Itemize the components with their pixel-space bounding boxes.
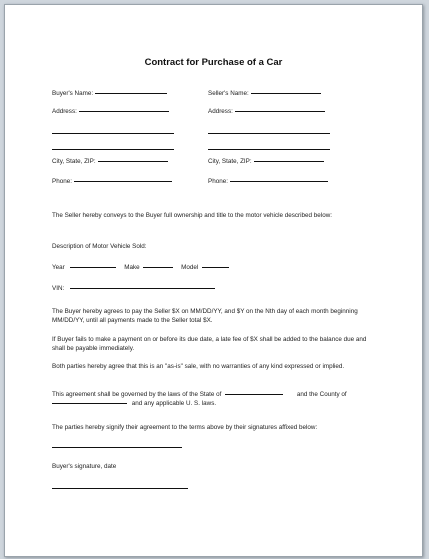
- buyer-phone-line[interactable]: [74, 181, 172, 182]
- seller-phone-field: [208, 178, 328, 186]
- model-label: Model: [181, 264, 199, 271]
- governing-law-paragraph: [52, 390, 377, 408]
- buyer-address-line-3[interactable]: [52, 149, 174, 150]
- state-line[interactable]: [225, 394, 283, 395]
- seller-name-line[interactable]: [251, 93, 321, 94]
- seller-phone-label: Phone:: [208, 178, 228, 185]
- buyer-address-label: Address:: [52, 108, 77, 115]
- description-heading: Description of Motor Vehicle Sold:: [52, 243, 147, 250]
- year-line[interactable]: [70, 267, 116, 268]
- contract-page: [4, 4, 423, 557]
- buyer-city-field: [52, 158, 168, 166]
- seller-address-field: [208, 108, 325, 116]
- governing-law-text-2: and the County of: [296, 391, 347, 398]
- county-line[interactable]: [52, 403, 127, 404]
- year-label: Year: [52, 264, 65, 271]
- seller-address-line-3[interactable]: [208, 149, 330, 150]
- buyer-city-label: City, State, ZIP:: [52, 158, 96, 165]
- buyer-name-label: Buyer's Name:: [52, 90, 94, 97]
- buyer-city-line[interactable]: [98, 161, 168, 162]
- make-line[interactable]: [143, 267, 173, 268]
- seller-phone-line[interactable]: [230, 181, 328, 182]
- governing-law-text-3: and any applicable U. S. laws.: [131, 400, 217, 407]
- signify-paragraph: The parties hereby signify their agreement to the terms above by their signatures affixed below:: [52, 424, 318, 431]
- seller-name-field: [208, 90, 321, 98]
- make-label: Make: [124, 264, 140, 271]
- seller-signature-line[interactable]: [52, 447, 182, 448]
- buyer-phone-label: Phone:: [52, 178, 72, 185]
- late-fee-paragraph: If Buyer fails to make a payment on or before its due date, a late fee of $X shall be added to the balance due and shall be payable immediately.: [52, 336, 367, 352]
- seller-address-line-2[interactable]: [208, 133, 330, 134]
- buyer-address-line-2[interactable]: [52, 133, 174, 134]
- seller-address-line-1[interactable]: [235, 111, 325, 112]
- buyer-phone-field: [52, 178, 172, 186]
- seller-address-label: Address:: [208, 108, 233, 115]
- conveys-paragraph: The Seller hereby conveys to the Buyer full ownership and title to the motor vehicle described below:: [52, 212, 333, 219]
- seller-city-line[interactable]: [254, 161, 324, 162]
- buyer-name-field: [52, 90, 167, 98]
- governing-law-text-1: This agreement shall be governed by the laws of the State of: [52, 391, 222, 398]
- buyer-address-line-1[interactable]: [79, 111, 169, 112]
- page-title: Contract for Purchase of a Car: [144, 57, 283, 68]
- model-line[interactable]: [202, 267, 229, 268]
- vin-line[interactable]: [70, 288, 215, 289]
- buyer-name-line[interactable]: [95, 93, 167, 94]
- payment-paragraph: The Buyer hereby agrees to pay the Seller $X on MM/DD/YY, and $Y on the Nth day of each month beginning MM/DD/YY, until all payments made to the Seller total $X.: [52, 308, 358, 324]
- buyer-signature-line[interactable]: [52, 488, 188, 489]
- seller-city-field: [208, 158, 324, 166]
- vin-label: VIN:: [52, 285, 65, 292]
- seller-name-label: Seller's Name:: [208, 90, 249, 97]
- buyer-signature-label: Buyer's signature, date: [52, 463, 117, 470]
- buyer-address-field: [52, 108, 169, 116]
- seller-city-label: City, State, ZIP:: [208, 158, 252, 165]
- vehicle-info-row: [52, 263, 377, 272]
- as-is-paragraph: Both parties hereby agree that this is an "as-is" sale, with no warranties of any kind expressed or implied.: [52, 363, 345, 370]
- vin-row: [52, 284, 377, 293]
